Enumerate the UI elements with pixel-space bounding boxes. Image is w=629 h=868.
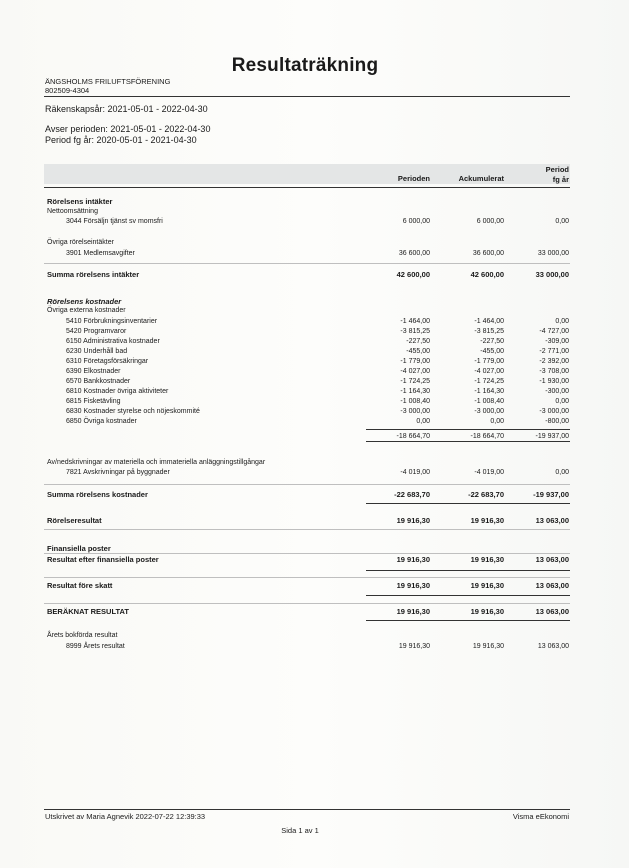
row-value-period: 0,00 <box>416 418 430 425</box>
section-rule <box>44 263 570 264</box>
row-label: Rörelsens intäkter <box>47 197 113 206</box>
column-header-previous-year-line1: Period <box>545 165 569 174</box>
row-label: 6570 Bankkostnader <box>66 378 131 385</box>
row-value-accumulated: 42 600,00 <box>470 270 504 279</box>
section-rule <box>44 603 570 604</box>
row-label: 6390 Elkostnader <box>66 368 121 375</box>
software-name: Visma eEkonomi <box>512 812 569 821</box>
row-value-period: -4 027,00 <box>400 368 430 375</box>
row-value-period: -4 019,00 <box>400 469 430 476</box>
row-value-accumulated: 19 916,30 <box>472 643 504 650</box>
row-label: 6310 Företagsförsäkringar <box>66 358 149 365</box>
row-label: Rörelseresultat <box>47 516 102 525</box>
row-label: 8999 Årets resultat <box>66 643 125 650</box>
row-value-accumulated: -3 000,00 <box>474 408 504 415</box>
row-value-accumulated: 6 000,00 <box>476 218 504 225</box>
column-header-previous-year-line2: fg år <box>552 175 569 184</box>
row-label: 5420 Programvaror <box>66 328 127 335</box>
row-value-previous-year: -2 392,00 <box>539 358 569 365</box>
fiscal-year: Räkenskapsår: 2021-05-01 - 2022-04-30 <box>45 104 208 114</box>
section-rule <box>44 484 570 485</box>
row-value-accumulated: 19 916,30 <box>470 555 504 564</box>
row-value-accumulated: 0,00 <box>490 418 504 425</box>
row-value-accumulated: 19 916,30 <box>470 607 504 616</box>
row-label: Rörelsens kostnader <box>47 297 122 306</box>
row-value-previous-year: -19 937,00 <box>533 490 569 499</box>
row-label: Övriga rörelseintäkter <box>47 239 114 246</box>
row-value-period: -3 815,25 <box>400 328 430 335</box>
row-value-previous-year: 13 063,00 <box>535 555 569 564</box>
row-value-accumulated: 36 600,00 <box>472 250 504 257</box>
column-header-accumulated: Ackumulerat <box>458 174 504 183</box>
sum-rule <box>366 503 570 504</box>
row-label: 6830 Kostnader styrelse och nöjeskommité <box>66 408 200 415</box>
row-value-accumulated: -4 019,00 <box>474 469 504 476</box>
row-value-period: -1 164,30 <box>400 388 430 395</box>
row-value-previous-year: -2 771,00 <box>539 348 569 355</box>
printed-by: Utskrivet av Maria Agnevik 2022-07-22 12:39:33 <box>45 812 206 821</box>
previous-period: Period fg år: 2020-05-01 - 2021-04-30 <box>45 135 197 145</box>
row-value-period: -1 779,00 <box>400 358 430 365</box>
row-value-period: 6 000,00 <box>402 218 430 225</box>
row-value-period: -1 724,25 <box>400 378 430 385</box>
row-value-previous-year: 0,00 <box>555 398 569 405</box>
column-header-previous-year <box>509 165 569 185</box>
row-value-accumulated: -455,00 <box>480 348 504 355</box>
row-value-period: -22 683,70 <box>394 490 430 499</box>
row-label: Finansiella poster <box>47 544 111 553</box>
row-value-previous-year: 13 063,00 <box>535 516 569 525</box>
row-value-period: 42 600,00 <box>396 270 430 279</box>
organization-number: 802509-4304 <box>45 86 90 95</box>
row-value-previous-year: -3 000,00 <box>539 408 569 415</box>
row-value-previous-year: -1 930,00 <box>539 378 569 385</box>
row-value-accumulated: -18 664,70 <box>470 433 504 440</box>
row-value-accumulated: -1 008,40 <box>474 398 504 405</box>
sum-rule <box>366 441 570 442</box>
row-value-previous-year: 13 063,00 <box>535 581 569 590</box>
row-value-period: 19 916,30 <box>396 516 430 525</box>
page-number: Sida 1 av 1 <box>281 826 319 835</box>
column-header-divider <box>44 187 570 188</box>
row-value-previous-year: -800,00 <box>545 418 569 425</box>
row-value-previous-year: 13 063,00 <box>537 643 569 650</box>
row-label: 3901 Medlemsavgifter <box>66 250 135 257</box>
row-value-previous-year: 0,00 <box>555 218 569 225</box>
row-label: Resultat efter finansiella poster <box>47 555 159 564</box>
footer-divider <box>44 809 570 810</box>
row-value-accumulated: -227,50 <box>480 338 504 345</box>
row-value-previous-year: 33 000,00 <box>537 250 569 257</box>
row-value-accumulated: -22 683,70 <box>468 490 504 499</box>
row-value-period: 36 600,00 <box>398 250 430 257</box>
row-value-period: 19 916,30 <box>396 607 430 616</box>
row-value-accumulated: -1 724,25 <box>474 378 504 385</box>
row-label: 6815 Fisketävling <box>66 398 121 405</box>
row-label: 5410 Förbrukningsinventarier <box>66 318 158 325</box>
row-value-previous-year: 13 063,00 <box>535 607 569 616</box>
row-label: Nettoomsättning <box>47 208 98 215</box>
row-value-period: -18 664,70 <box>396 433 430 440</box>
row-value-previous-year: 0,00 <box>555 318 569 325</box>
row-value-accumulated: -4 027,00 <box>474 368 504 375</box>
row-value-accumulated: -1 464,00 <box>474 318 504 325</box>
row-value-period: 19 916,30 <box>396 581 430 590</box>
row-label: 6150 Administrativa kostnader <box>66 338 160 345</box>
row-label: Årets bokförda resultat <box>47 632 118 639</box>
column-header-period: Perioden <box>397 174 430 183</box>
organization-name: ÄNGSHOLMS FRILUFTSFÖRENING <box>45 77 171 86</box>
row-value-period: 19 916,30 <box>398 643 430 650</box>
row-label: Resultat före skatt <box>47 581 113 590</box>
row-value-period: -1 464,00 <box>400 318 430 325</box>
row-value-previous-year: 0,00 <box>555 469 569 476</box>
sum-rule <box>366 620 570 621</box>
row-value-accumulated: -1 164,30 <box>474 388 504 395</box>
row-label: 7821 Avskrivningar på byggnader <box>66 469 170 476</box>
sum-rule <box>366 595 570 596</box>
row-value-previous-year: -3 708,00 <box>539 368 569 375</box>
row-label: BERÄKNAT RESULTAT <box>47 607 129 616</box>
sum-rule <box>366 429 570 430</box>
section-rule <box>44 553 570 554</box>
row-label: 3044 Försäljn tjänst sv momsfri <box>66 218 163 225</box>
row-label: Övriga externa kostnader <box>47 307 126 314</box>
row-value-accumulated: 19 916,30 <box>470 516 504 525</box>
section-rule <box>44 577 570 578</box>
row-value-period: -3 000,00 <box>400 408 430 415</box>
sum-rule <box>366 570 570 571</box>
row-label: Summa rörelsens kostnader <box>47 490 148 499</box>
row-value-period: 19 916,30 <box>396 555 430 564</box>
organization-info <box>45 77 170 95</box>
header-divider <box>44 96 570 97</box>
row-label: 6810 Kostnader övriga aktiviteter <box>66 388 169 395</box>
row-value-accumulated: -3 815,25 <box>474 328 504 335</box>
section-rule <box>44 529 570 530</box>
row-label: 6850 Övriga kostnader <box>66 418 137 425</box>
row-value-previous-year: -309,00 <box>545 338 569 345</box>
row-value-previous-year: -4 727,00 <box>539 328 569 335</box>
page-title: Resultaträkning <box>231 55 379 76</box>
row-value-period: -227,50 <box>406 338 430 345</box>
row-value-period: -455,00 <box>406 348 430 355</box>
report-period: Avser perioden: 2021-05-01 - 2022-04-30 <box>45 124 211 134</box>
row-value-previous-year: -300,00 <box>545 388 569 395</box>
row-value-previous-year: 33 000,00 <box>535 270 569 279</box>
row-value-accumulated: -1 779,00 <box>474 358 504 365</box>
row-label: Av/nedskrivningar av materiella och immateriella anläggningstillgångar <box>47 459 266 466</box>
row-value-accumulated: 19 916,30 <box>470 581 504 590</box>
row-label: Summa rörelsens intäkter <box>47 270 140 279</box>
row-label: 6230 Underhåll bad <box>66 348 128 355</box>
row-value-period: -1 008,40 <box>400 398 430 405</box>
row-value-previous-year: -19 937,00 <box>535 433 569 440</box>
